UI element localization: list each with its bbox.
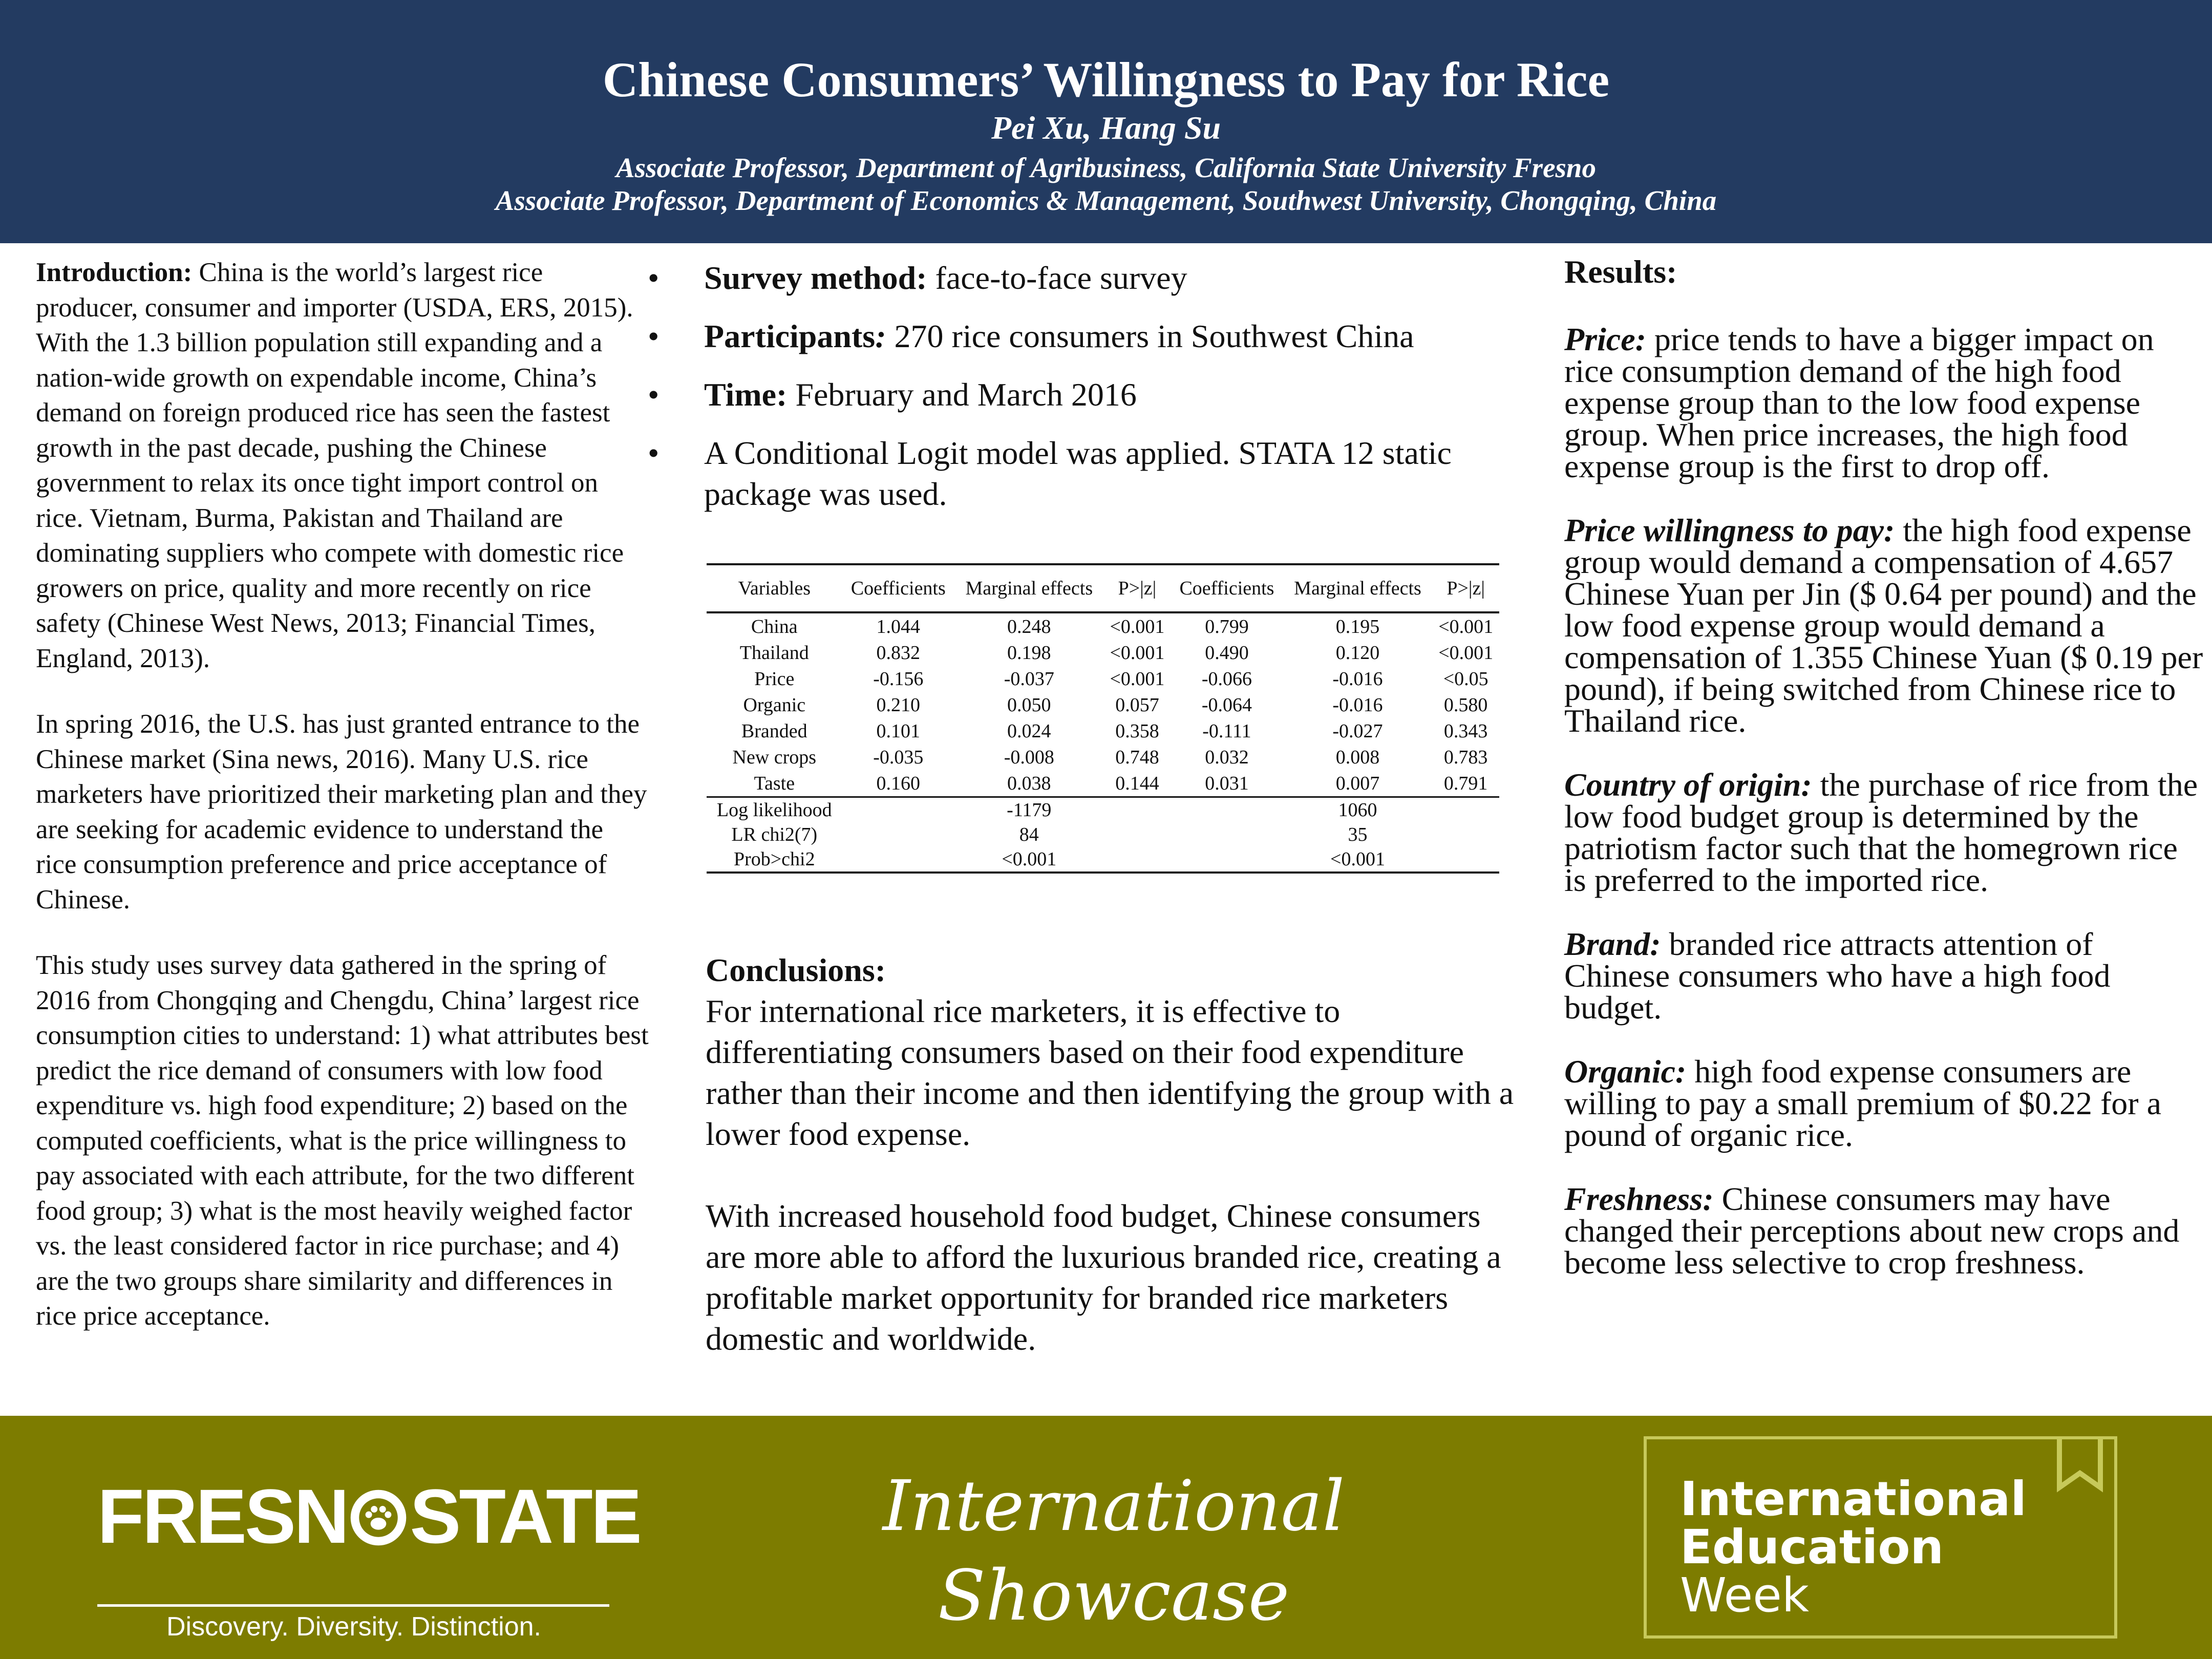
table-cell: 0.210	[876, 694, 921, 716]
table-cell: 0.799	[1205, 615, 1249, 637]
result-freshness	[1564, 1183, 2204, 1279]
price-text: price tends to have a bigger impact on rice consumption demand of the high food expense group than to the low food expense group. When price increases, the high food expense group is the first to drop off.	[1564, 321, 2154, 484]
method-bullet-participants	[640, 316, 1511, 357]
table-cell: -0.064	[1201, 694, 1252, 716]
participants-colon: :	[875, 318, 886, 354]
table-cell: <0.001	[1110, 642, 1165, 664]
intro-paragraph-2: In spring 2016, the U.S. has just granted entrance to the Chinese market (Sina news, 2016). Many U.S. rice marketers have prioritized their marketing plan and they are seeking for academic evidence to understand the rice consumption preference and price acceptance of Chinese.	[36, 709, 647, 914]
row-label-cell: China	[751, 615, 798, 637]
table-cell: 0.832	[876, 642, 921, 664]
wtp-label: Price willingness to pay:	[1564, 512, 1895, 548]
table-cell: 0.358	[1115, 720, 1159, 742]
empty-cell	[1171, 822, 1283, 847]
result-organic	[1564, 1053, 2204, 1153]
col-header: Coefficients	[850, 578, 946, 599]
survey-label: Survey method:	[704, 260, 927, 296]
empty-cell	[1104, 797, 1171, 823]
stat-value-cell: 35	[1348, 824, 1368, 845]
logo-text-left: FRESN	[97, 1473, 348, 1559]
showcase-line-2: Showcase	[938, 1556, 1290, 1636]
conclusions-paragraph-2: With increased household food budget, Chinese consumers are more able to afford the luxurious branded rice, creating a profitable market opportunity for branded rice marketers domestic and worldwide.	[706, 1198, 1501, 1357]
col-header: Coefficients	[1179, 578, 1274, 599]
intro-paragraph-3: This study uses survey data gathered in the spring of 2016 from Chongqing and Chengdu, China’ largest rice consumption cities to understand: 1) what attributes best predict the rice demand of consumers with low food expenditure vs. high food expenditure; 2) based on the computed coefficients, what is the price willingness to pay associated with each attribute, for the two different food group; 3) what is the most heavily weighed factor vs. the least considered factor in rice purchase; and 4) are the two groups share similarity and differences in rice price acceptance.	[36, 950, 649, 1331]
table-cell: 0.007	[1283, 770, 1433, 797]
bullet-marker: •	[648, 435, 660, 471]
intro-paragraph-1	[36, 255, 650, 676]
stats-row	[707, 797, 1499, 823]
logo-text-right: STATE	[410, 1473, 640, 1559]
stat-value-cell: <0.001	[1283, 847, 1433, 873]
empty-cell	[1104, 822, 1171, 847]
stats-row	[707, 847, 1499, 873]
table-cell: 0.783	[1443, 746, 1488, 768]
iew-line-1: International	[1680, 1472, 2027, 1526]
stat-value-cell: -1179	[1007, 799, 1052, 821]
table-cell: -0.008	[1004, 746, 1054, 768]
table-cell: 0.050	[1007, 694, 1051, 716]
col-header: Marginal effects	[1294, 578, 1421, 599]
conclusions-paragraph-1: For international rice marketers, it is effective to differentiating consumers based on their food expenditure rather than their income and then identifying the group with a lower food expense.	[706, 993, 1514, 1152]
table-cell: <0.001	[1110, 615, 1165, 637]
table-cell: -0.156	[873, 668, 924, 690]
table-cell: 0.031	[1171, 770, 1283, 797]
intro-text-1: China is the world’s largest rice producer, consumer and importer (USDA, ERS, 2015). With the 1.3 billion population still expanding and a nation-wide growth on expendable income, China’s demand on foreign produced rice has seen the fastest growth in the past decade, pushing the Chinese government to relax its once tight import control on rice. Vietnam, Burma, Pakistan and Thailand are dominating suppliers who compete with domestic rice growers on price, quality and more recently on rice safety (Chinese West News, 2013; Financial Times, England, 2013).	[36, 258, 633, 673]
stats-row	[707, 822, 1499, 847]
col-header: P>|z|	[1447, 578, 1485, 599]
fresh-label: Freshness:	[1564, 1181, 1714, 1217]
row-label-cell: Branded	[741, 720, 807, 742]
table-cell: 0.144	[1104, 770, 1171, 797]
table-stats	[707, 797, 1499, 873]
poster-footer	[0, 1416, 2212, 1659]
table-cell: 0.120	[1335, 642, 1380, 664]
poster-header	[0, 0, 2212, 243]
brand-label: Brand:	[1564, 926, 1661, 962]
stat-value-cell: 84	[1019, 824, 1039, 845]
empty-cell	[1432, 847, 1499, 873]
table-cell: <0.05	[1443, 668, 1488, 690]
participants-text: 270 rice consumers in Southwest China	[886, 318, 1414, 354]
stat-label-cell: Log likelihood	[716, 799, 832, 821]
conclusions-heading: Conclusions:	[706, 952, 886, 988]
international-showcase-title	[819, 1462, 1408, 1641]
iew-line-3: Week	[1680, 1568, 1810, 1623]
results-section	[1564, 253, 2204, 1311]
row-label-cell: Taste	[707, 770, 842, 797]
stat-label-cell: LR chi2(7)	[731, 824, 818, 845]
table-cell: <0.001	[1110, 668, 1165, 690]
showcase-line-1: International	[882, 1466, 1345, 1547]
result-wtp	[1564, 512, 2204, 739]
bullet-marker: •	[648, 318, 660, 354]
logo-tagline: Discovery. Diversity. Distinction.	[166, 1612, 541, 1642]
fresno-state-wordmark	[97, 1472, 671, 1561]
conclusions-section	[706, 950, 1525, 1400]
logo-divider	[97, 1604, 609, 1607]
row-label-cell: Price	[754, 668, 795, 690]
table-cell: 0.791	[1432, 770, 1499, 797]
table-row	[707, 666, 1499, 692]
empty-cell	[842, 822, 954, 847]
result-brand	[1564, 928, 2204, 1024]
results-heading: Results:	[1564, 253, 1677, 290]
table-cell: <0.001	[1438, 642, 1494, 664]
bullet-marker: •	[648, 376, 660, 413]
table-cell: 0.198	[1007, 642, 1051, 664]
col-header: P>|z|	[1118, 578, 1157, 599]
row-label-cell: Organic	[743, 694, 806, 716]
table-cell: 1.044	[876, 615, 921, 637]
time-label: Time:	[704, 376, 788, 413]
introduction-section	[36, 255, 650, 1365]
table-row	[707, 718, 1499, 744]
table-row	[707, 744, 1499, 770]
affiliation-2: Associate Professor, Department of Economics & Management, Southwest University, Chongqing, China	[495, 185, 1717, 216]
poster-authors: Pei Xu, Hang Su	[991, 110, 1221, 146]
table-cell: 0.580	[1443, 694, 1488, 716]
table-cell: 0.032	[1205, 746, 1249, 768]
table-row	[707, 692, 1499, 718]
method-bullet-model	[640, 433, 1511, 515]
bookmark-icon	[2056, 1436, 2103, 1494]
table-cell: -0.027	[1332, 720, 1383, 742]
empty-cell	[842, 797, 954, 823]
empty-cell	[1104, 847, 1171, 873]
model-text: A Conditional Logit model was applied. STATA 12 static package was used.	[704, 435, 1452, 512]
table-row	[707, 770, 1499, 797]
row-label-cell: Thailand	[739, 642, 809, 664]
table-cell: -0.016	[1332, 694, 1383, 716]
table-cell: 0.748	[1115, 746, 1159, 768]
table-cell: 0.008	[1335, 746, 1380, 768]
table-cell: -0.016	[1332, 668, 1383, 690]
method-bullet-survey	[640, 258, 1511, 299]
bullet-marker: •	[648, 260, 660, 296]
row-label-cell: New crops	[732, 746, 817, 768]
table-cell: 0.248	[1007, 615, 1051, 637]
affiliation-1: Associate Professor, Department of Agribusiness, California State University Fresno	[616, 152, 1596, 183]
col-header: Variables	[738, 578, 811, 599]
table-cell: 0.490	[1205, 642, 1249, 664]
price-label: Price:	[1564, 321, 1646, 357]
table-cell: 0.024	[1007, 720, 1051, 742]
table-cell: 0.101	[876, 720, 921, 742]
table-cell: -0.037	[1004, 668, 1054, 690]
table-row	[707, 612, 1499, 640]
table-row	[707, 640, 1499, 666]
organic-text: high food expense consumers are willing to pay a small premium of $0.22 for a pound of organic rice.	[1564, 1053, 2161, 1153]
empty-cell	[842, 847, 954, 873]
origin-text: the purchase of rice from the low food budget group is determined by the patriotism factor such that the homegrown rice is preferred to the imported rice.	[1564, 767, 2198, 898]
stat-value-cell: <0.001	[954, 847, 1104, 873]
result-price	[1564, 321, 2204, 484]
iew-badge	[1644, 1436, 2117, 1639]
empty-cell	[1432, 797, 1499, 823]
regression-table	[707, 563, 1499, 874]
fresh-text: Chinese consumers may have changed their perceptions about new crops and become less selective to crop freshness.	[1564, 1181, 2180, 1281]
table-cell: 0.343	[1443, 720, 1488, 742]
table-cell: 0.195	[1335, 615, 1380, 637]
table-cell: 0.038	[954, 770, 1104, 797]
table-cell: -0.066	[1201, 668, 1252, 690]
result-origin	[1564, 769, 2204, 896]
iew-line-2: Education	[1680, 1520, 1944, 1575]
table-cell: 0.057	[1115, 694, 1159, 716]
intro-label: Introduction:	[36, 258, 193, 287]
table-cell: -0.035	[873, 746, 924, 768]
table-cell: -0.111	[1202, 720, 1251, 742]
empty-cell	[1432, 822, 1499, 847]
paw-print-icon	[348, 1487, 409, 1548]
table-body	[707, 612, 1499, 797]
survey-text: face-to-face survey	[927, 260, 1187, 296]
poster-title: Chinese Consumers’ Willingness to Pay for Rice	[602, 52, 1610, 107]
empty-cell	[1171, 797, 1283, 823]
origin-label: Country of origin:	[1564, 767, 1812, 803]
stat-value-cell: 1060	[1338, 799, 1377, 821]
method-bullet-time	[640, 374, 1511, 415]
brand-text: branded rice attracts attention of Chinese consumers who have a high food budget.	[1564, 926, 2111, 1026]
iew-text	[1680, 1472, 2027, 1623]
wtp-text: the high food expense group would demand a compensation of 4.657 Chinese Yuan per Jin ($ 0.64 per pound) and the low food expense group would demand a compensation of 1.355 Chinese Yuan ($ 0.19 per pound), if being switched from Chinese rice to Thailand rice.	[1564, 512, 2203, 739]
time-text: February and March 2016	[787, 376, 1137, 413]
table-header-row	[707, 564, 1499, 612]
empty-cell	[1171, 847, 1283, 873]
table-cell: 0.160	[842, 770, 954, 797]
participants-label: Participants	[704, 318, 876, 354]
col-header: Marginal effects	[965, 578, 1093, 599]
stat-label-cell: Prob>chi2	[707, 847, 842, 873]
methods-section	[640, 258, 1511, 532]
table-cell: <0.001	[1438, 615, 1494, 637]
organic-label: Organic:	[1564, 1053, 1687, 1090]
